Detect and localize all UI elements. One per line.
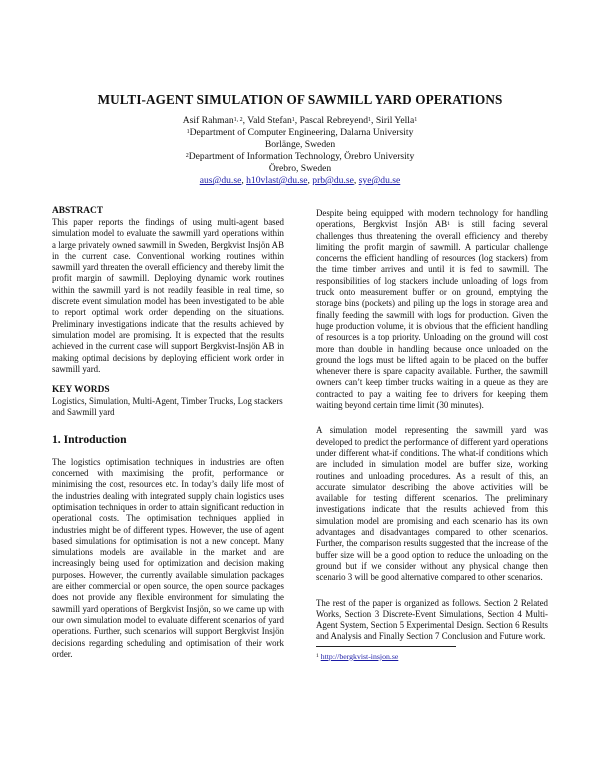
keywords-text: Logistics, Simulation, Multi-Agent, Timber Trucks, Log stackers and Sawmill yard: [52, 396, 283, 418]
affiliation-2: [100, 151, 500, 163]
keywords-heading: KEY WORDS: [52, 385, 110, 396]
affiliation-marker: 1: [414, 117, 418, 123]
author-block: [100, 115, 500, 187]
abstract-text: This paper reports the findings of using multi-agent based simulation model to evaluate the sawmill yard operations within a large privately owned sawmill in Sweden, Bergkvist Insjön AB in the current case. Conventional working routines within sawmill yard threaten the overall efficiency and thereby limit the profit margin of sawmill. Deploying dynamic work routines within the sawmill yard is not readily feasible in real time, so discrete event simulation model has been investigated to be able to report optimal work order depending on the situations. Preliminary investigations indicate that the results achieved by simulation model are promising. It is expected that the results achieved in the current case will support Bergkvist-Insjön AB in making optimal decisions by deploying efficient work order in sawmill yard.: [52, 217, 284, 374]
email-link[interactable]: h10vlast@du.se: [246, 175, 308, 186]
author-names: Asif Rahman$^{1, 2}$, Vald Stefan$^1$, Pascal Rebreyend$^1$, Siril Yella$^1$: [182, 115, 418, 126]
email-link[interactable]: prb@du.se: [312, 175, 354, 186]
paragraph-text: Despite being equipped with modern technology for handling operations, Bergkvist Insjön AB: [316, 208, 548, 230]
author-name: Pascal Rebreyend: [299, 115, 369, 126]
paper-title: MULTI-AGENT SIMULATION OF SAWMILL YARD OPERATIONS: [97, 92, 503, 107]
left-column: [52, 206, 284, 660]
footnote: [316, 651, 548, 662]
author-name: Siril Yella: [375, 115, 415, 126]
email-link[interactable]: sye@du.se: [358, 175, 401, 186]
introduction-heading: 1. Introduction: [52, 432, 127, 446]
paragraph-text: is still facing several challenges thus threatening the overall efficiency and thereby limiting the profit margin of sawmill. A particular challenge concerns the efficient handling of resources (log stackers) from the time timber arrives and until it is fed to sawmill. The responsibilities of log stackers include unloading of logs from truck onto measurement buffer or on ground, emptying the storage bins (pockets) and piling up the logs in storage area and finally feeding the sawmill with logs for production. Given the huge production volume, it is obvious that the efficient handling of resources is a top priority. Unloading on the ground will cost more than double in handling because once unloaded on the ground the logs must be lifted again to be placed on the buffer whenever there is spare capacity available. Further, the sawmill owners can’t keep timber trucks waiting in a queue as they are contracted to pay a waiting fee to drivers for keeping them waiting beyond certain time limit (30 minutes).: [316, 219, 548, 411]
introduction-text: The logistics optimisation techniques in industries are often concerned with maximising the profit, performance or minimising the cost, resources etc. In today’s daily life most of the industries dealing with integrated supply chain logistics uses optimisation techniques in order to attain significant reduction in operational costs. The optimisation techniques applied in industries might be of different types. However, the use of agent based simulations for optimisation is not a new concept. Many simulations models are available in the market and are increasingly being used for optimization and decision making purposes. However, the currently available simulation packages are either commercial or open source, the open source packages does not provide any flexible environment for simulating the sawmill yard operations of Bergkvist Insjön, so we came up with our own simulation model to evaluate different scenarios of yard operations. Further, such scenarios will support Bergkvist Insjön decisions regarding scheduling and optimisation of their work order.: [52, 456, 284, 659]
right-paragraph-2: A simulation model representing the sawmill yard was developed to predict the performance of different yard operations under different what-if conditions. The what-if conditions which are included in simulation model are buffer size, working routines and unloading procedures. As a result of this, an accurate simulator describing the above activities will be available for testing different scenarios. The preliminary investigations indicate that the results achieved from this simulation model are promising and each scenario has its own advantages and disadvantages compared to other scenarios. Further, the comparison results suggested that the increase of the buffer size will be a good option to reduce the unloading on the ground but if we consider without any physical change then scenario 3 will be good alternative compared to other scenarios.: [316, 425, 548, 583]
email-link[interactable]: aus@du.se: [199, 175, 242, 186]
footnote-marker: 1: [447, 221, 450, 228]
affiliation-text: Department of Computer Engineering, Dalarna University: [189, 127, 414, 138]
right-paragraph-1: [316, 208, 548, 411]
affiliation-marker: 1, 2: [233, 117, 243, 123]
footnote-link[interactable]: http://bergkvist-insjon.se: [320, 651, 399, 661]
author-name: Vald Stefan: [247, 115, 292, 126]
abstract-heading: ABSTRACT: [52, 206, 104, 216]
footnote-rule: [316, 646, 456, 647]
footnote-number: 1: [316, 652, 319, 659]
affiliation-2-location: Örebro, Sweden: [268, 163, 332, 174]
email-list: aus@du.se, h10vlast@du.se, prb@du.se, sye@du.se: [199, 175, 401, 186]
affiliation-1-location: Borlänge, Sweden: [264, 139, 336, 150]
affiliation-marker: 1: [291, 117, 295, 123]
affiliation-number: 2: [185, 153, 189, 159]
author-name: Asif Rahman: [182, 115, 234, 126]
affiliation-number: 1: [186, 129, 190, 135]
right-column: [316, 208, 548, 662]
affiliation-1: [100, 127, 500, 139]
right-paragraph-3: The rest of the paper is organized as follows. Section 2 Related Works, Section 3 Discrete-Event Simulations, Section 4 Multi-Agent System, Section 5 Experimental Design. Section 6 Results and Analysis and Finally Section 7 Conclusion and Future work.: [316, 597, 548, 642]
affiliation-marker: 1: [368, 117, 372, 123]
affiliation-text: Department of Information Technology, Örebro University: [188, 151, 415, 162]
